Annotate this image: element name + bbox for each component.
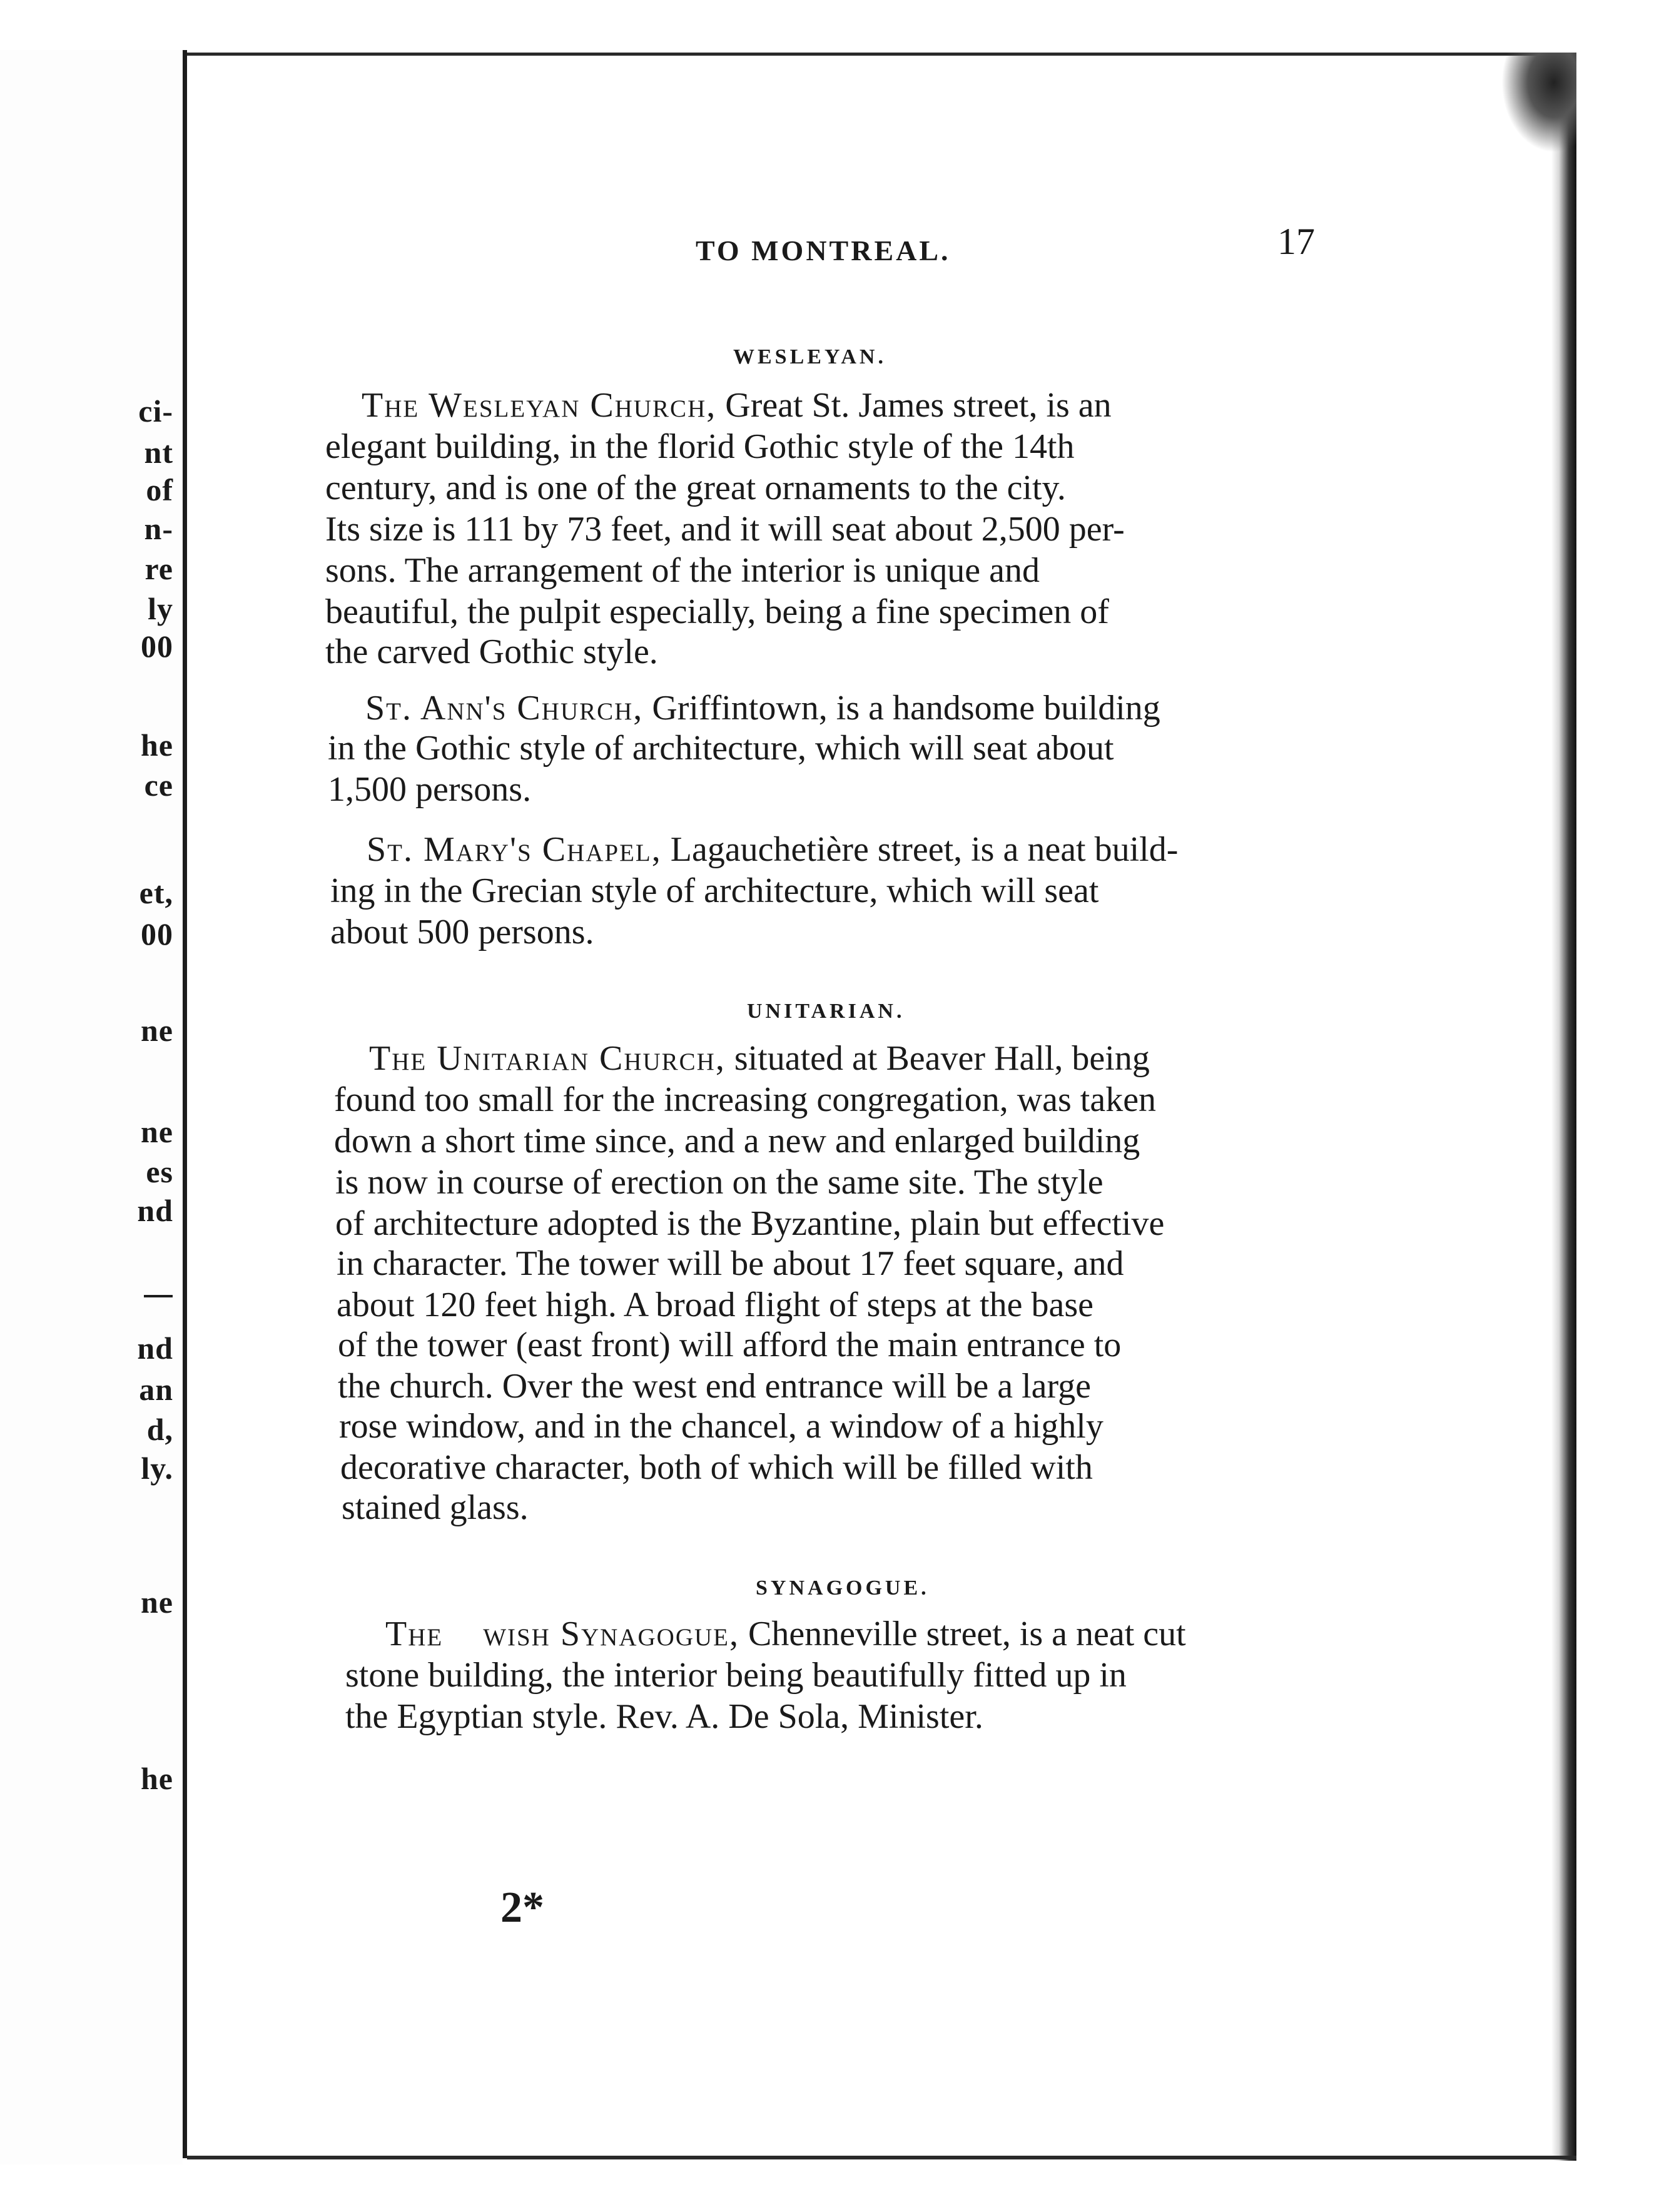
text-line: St. Ann's Church, Griffintown, is a handsome building <box>365 689 1160 728</box>
text-line: the carved Gothic style. <box>325 632 658 671</box>
page-bottom-edge <box>187 2156 1576 2159</box>
page-right-edge <box>1551 53 1576 2161</box>
paragraph-lead: The wish Synagogue, <box>385 1615 739 1653</box>
text-line: decorative character, both of which will be filled with <box>340 1448 1093 1487</box>
text-line: The wish Synagogue, Chenneville street, is a neat cut <box>385 1615 1186 1653</box>
signature-mark: 2* <box>500 1884 544 1932</box>
section-heading-synagogue: SYNAGOGUE. <box>756 1576 930 1600</box>
left-page-fragment: ne <box>141 1585 173 1620</box>
paragraph-lead: The Wesleyan Church, <box>362 386 717 425</box>
left-page-fragment: ne <box>141 1114 173 1149</box>
left-page-fragment: ci- <box>138 393 173 429</box>
page-top-edge <box>187 53 1570 56</box>
text-line: elegant building, in the florid Gothic style of the 14th <box>325 427 1075 466</box>
left-page-fragment: 00 <box>141 629 173 664</box>
left-page-fragment: ne <box>141 1013 173 1048</box>
page-number: 17 <box>1277 221 1315 262</box>
left-page-fragment: he <box>141 1761 173 1796</box>
left-page-fragment: ly. <box>141 1451 173 1486</box>
text-line: of the tower (east front) will afford the main entrance to <box>338 1326 1122 1364</box>
section-heading-unitarian: UNITARIAN. <box>747 1000 905 1023</box>
left-page-rule <box>144 1295 173 1297</box>
left-page-fragment: an <box>139 1372 173 1407</box>
text-line: 1,500 persons. <box>328 770 532 809</box>
text-line: is now in course of erection on the same site. The style <box>335 1163 1103 1202</box>
left-page-fragment: 00 <box>141 916 173 951</box>
text-line: found too small for the increasing congregation, was taken <box>334 1080 1157 1119</box>
left-page-fragment: he <box>141 728 173 763</box>
binding-gutter <box>183 50 187 2158</box>
paragraph-lead: St. Mary's Chapel, <box>367 830 662 869</box>
text-line: The Wesleyan Church, Great St. James street, is an <box>362 386 1112 425</box>
text-line: beautiful, the pulpit especially, being a fine specimen of <box>325 592 1109 631</box>
text-line: rose window, and in the chancel, a window of a highly <box>339 1407 1103 1446</box>
text-line: in character. The tower will be about 17 feet square, and <box>337 1244 1124 1283</box>
text-line: sons. The arrangement of the interior is unique and <box>325 551 1040 590</box>
left-page-fragment: ly <box>148 591 173 626</box>
paragraph-lead: The Unitarian Church, <box>369 1039 726 1078</box>
text-line: Its size is 111 by 73 feet, and it will seat about 2,500 per- <box>325 510 1125 549</box>
corner-smudge <box>1501 53 1576 153</box>
left-page-fragment: n- <box>144 511 173 546</box>
text-line: The Unitarian Church, situated at Beaver Hall, being <box>369 1039 1150 1078</box>
text-line: down a short time since, and a new and enlarged building <box>334 1122 1140 1160</box>
text-line: of architecture adopted is the Byzantine, plain but effective <box>335 1204 1165 1243</box>
text-line: the church. Over the west end entrance will be a large <box>338 1367 1091 1406</box>
section-heading-wesleyan: WESLEYAN. <box>733 345 886 368</box>
paragraph-lead: St. Ann's Church, <box>365 689 644 728</box>
left-page-fragment: es <box>146 1154 173 1189</box>
text-line: in the Gothic style of architecture, which will seat about <box>328 729 1114 768</box>
left-page-fragment: et, <box>139 875 173 910</box>
text-line: century, and is one of the great ornaments to the city. <box>325 469 1066 507</box>
left-page-fragment: nd <box>137 1331 173 1366</box>
left-page-fragment: d, <box>146 1412 173 1447</box>
text-line: St. Mary's Chapel, Lagauchetière street, is a neat build- <box>367 830 1179 869</box>
left-page-fragment: nd <box>137 1193 173 1228</box>
left-page-fragment: re <box>145 551 173 586</box>
left-page-edge <box>0 50 183 2164</box>
running-head: TO MONTREAL. <box>696 235 951 266</box>
text-line: the Egyptian style. Rev. A. De Sola, Minister. <box>345 1697 983 1736</box>
text-line: about 500 persons. <box>330 913 594 951</box>
text-line: stone building, the interior being beautifully fitted up in <box>345 1656 1127 1695</box>
text-line: ing in the Grecian style of architecture, which will seat <box>330 871 1099 910</box>
left-page-fragment: ce <box>144 768 173 803</box>
text-line: stained glass. <box>342 1488 529 1527</box>
left-page-fragment: nt <box>144 435 173 470</box>
left-page-fragment: of <box>146 472 173 507</box>
text-line: about 120 feet high. A broad flight of steps at the base <box>337 1286 1093 1324</box>
